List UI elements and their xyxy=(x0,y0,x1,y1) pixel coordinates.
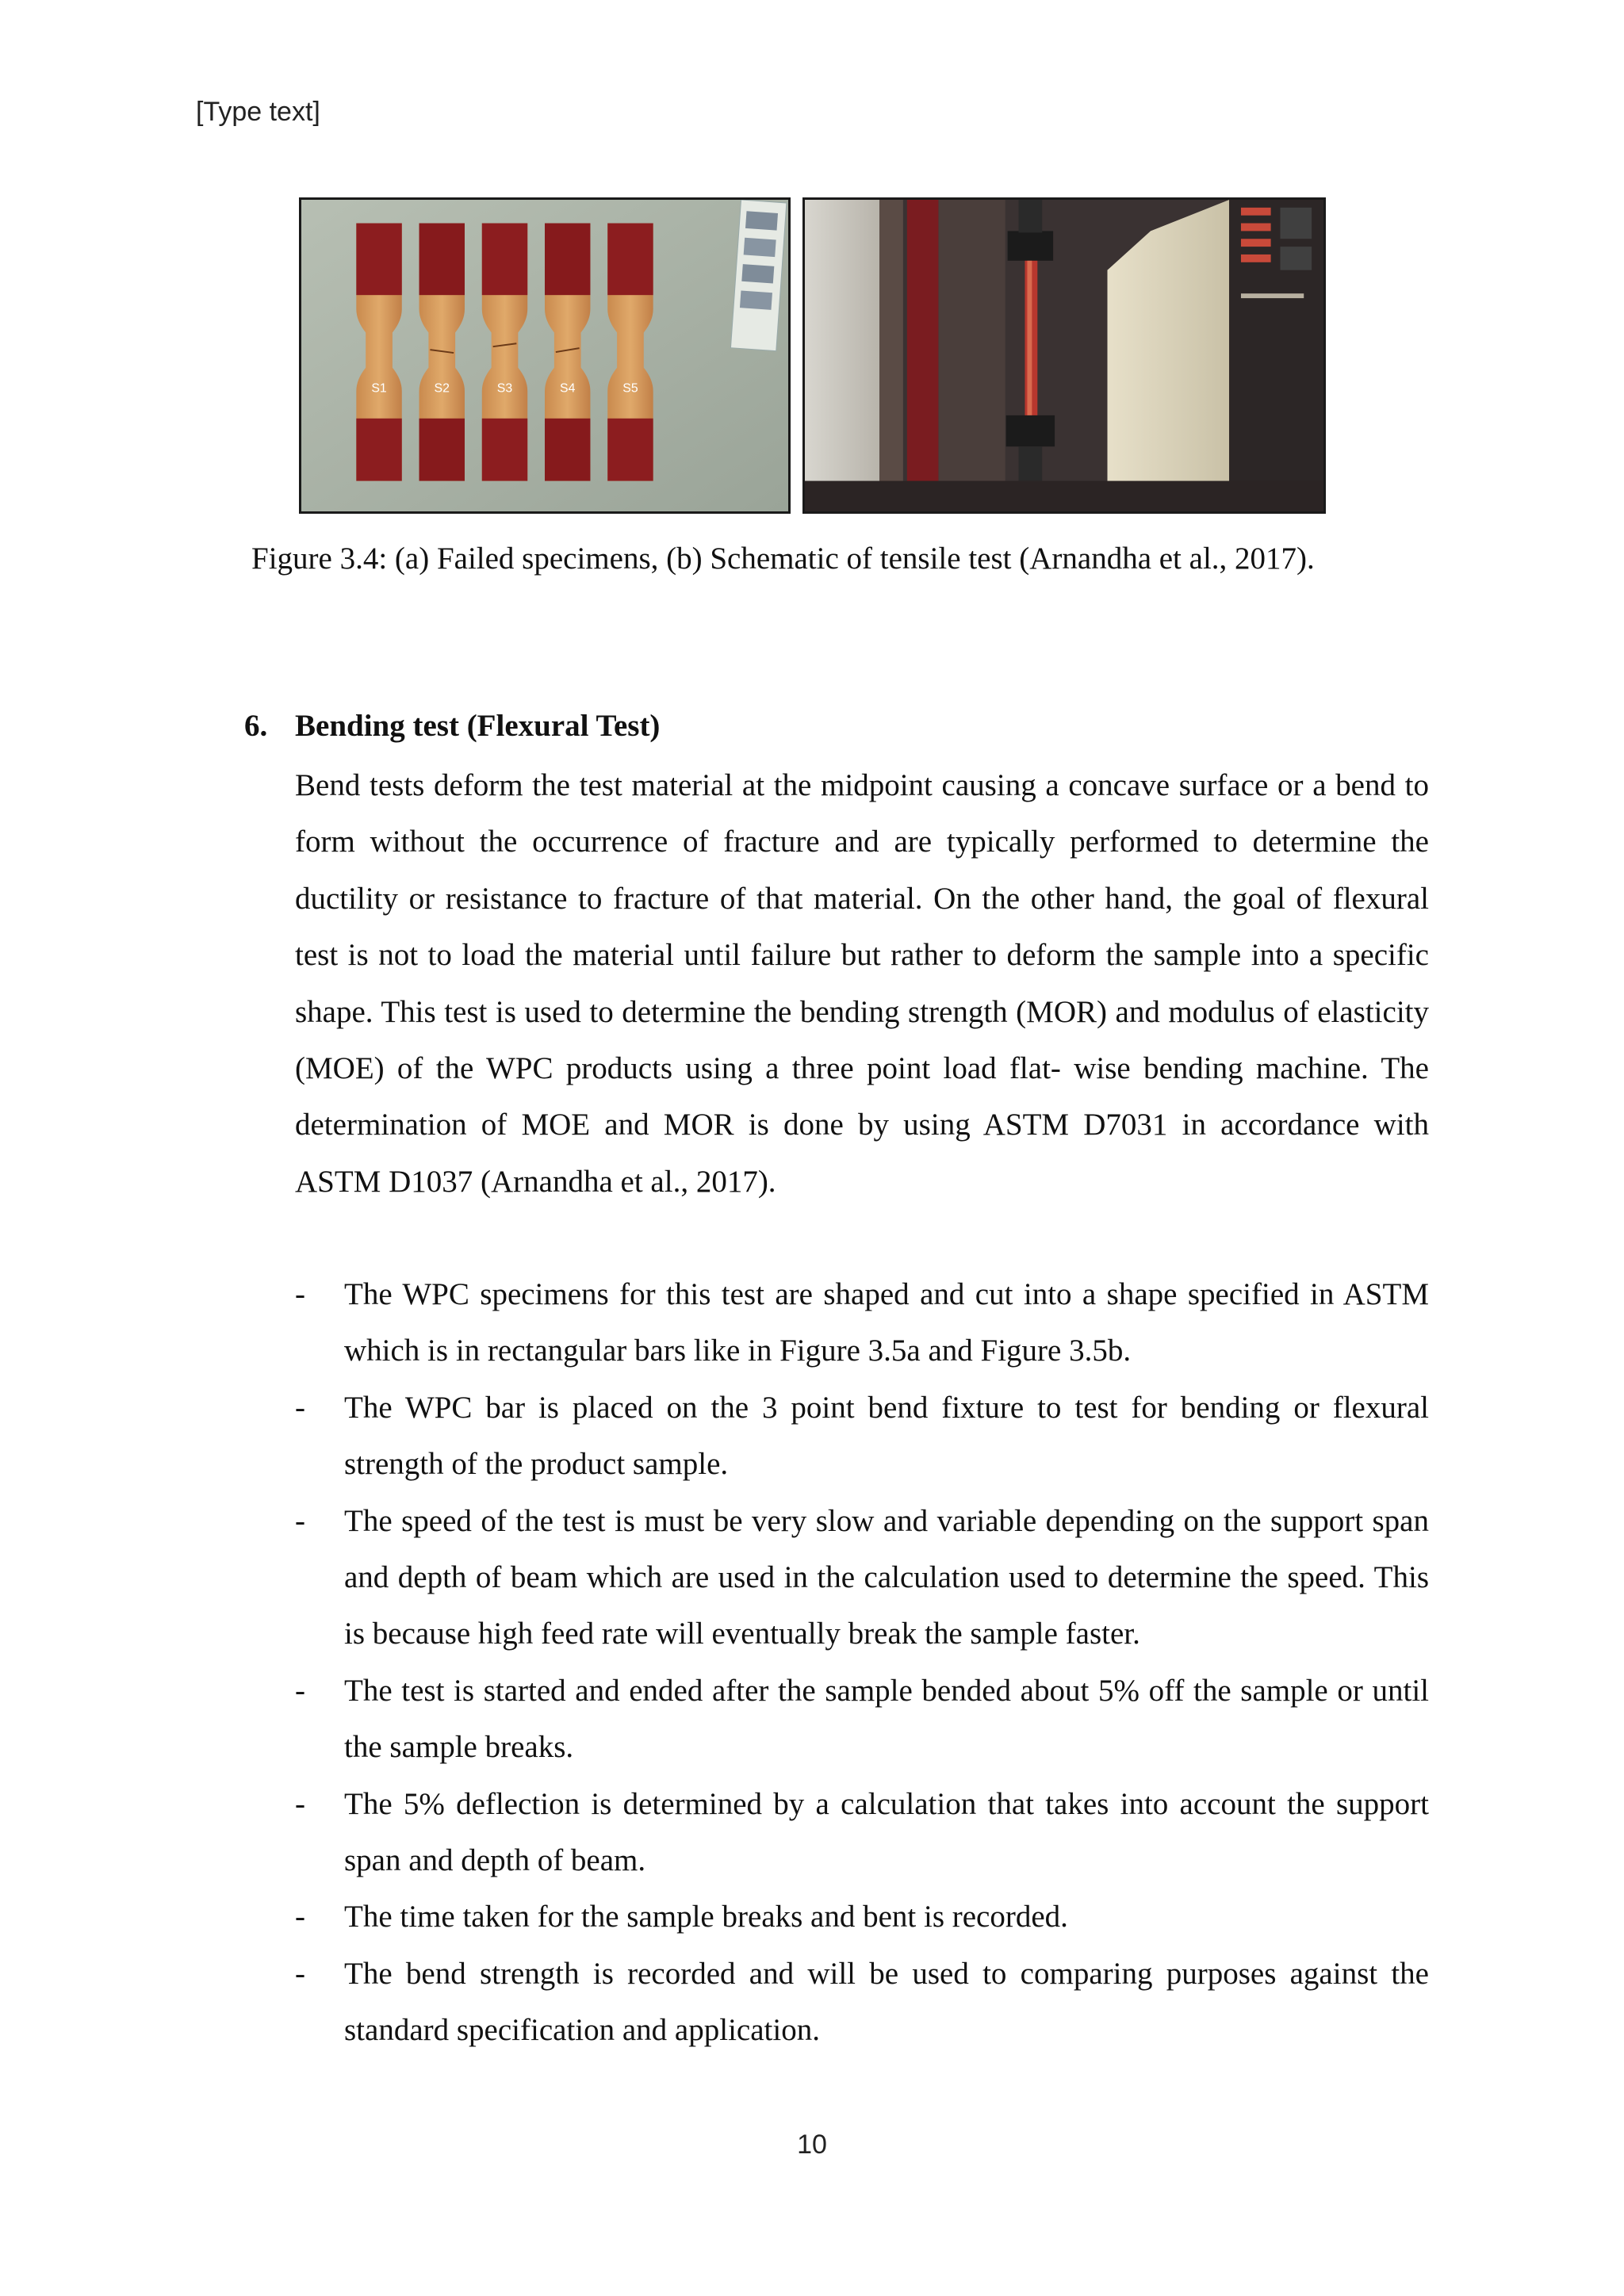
list-item xyxy=(295,1888,1429,1945)
section-paragraph: Bend tests deform the test material at the midpoint causing a concave surface or a bend to form without the occurrence of fracture and are typically performed to determine the ductility or resistance to fracture of that material. On the other hand, the goal of flexural test is not to load the material until failure but rather to deform the sample into a specific shape. This test is used to determine the bending strength (MOR) and modulus of elasticity (MOE) of the WPC products using a three point load flat- wise bending machine. The determination of MOE and MOR is done by using ASTM D7031 in accordance with ASTM D1037 (Arnandha et al., 2017). xyxy=(295,768,1429,1199)
figure-caption: Figure 3.4: (a) Failed specimens, (b) Schematic of tensile test (Arnandha et al., 2017). xyxy=(251,541,1315,576)
list-item-text: The speed of the test is must be very slow and variable depending on the support span and depth of beam which are used in the calculation used to determine the speed. This is because high feed rate will eventually break the sample faster. xyxy=(344,1503,1429,1651)
list-item xyxy=(295,1380,1429,1493)
page-number: 10 xyxy=(797,2130,827,2160)
list-item xyxy=(295,1776,1429,1889)
tensile-test-photo xyxy=(802,197,1326,514)
section-heading xyxy=(244,708,660,744)
list-item xyxy=(295,1493,1429,1663)
list-item-text: The 5% deflection is determined by a calculation that takes into account the support span and depth of beam. xyxy=(344,1786,1429,1878)
specimen-label-3: S3 xyxy=(496,381,513,396)
list-item xyxy=(295,1266,1429,1380)
bullet-dash: - xyxy=(295,1786,305,1821)
bullet-dash: - xyxy=(295,1956,305,1991)
specimen-label-2: S2 xyxy=(434,381,450,396)
bullet-dash: - xyxy=(295,1390,305,1425)
specimen-label-5: S5 xyxy=(622,381,638,396)
list-item-text: The test is started and ended after the sample bended about 5% off the sample or until the sample breaks. xyxy=(344,1673,1429,1765)
specimen-label-4: S4 xyxy=(560,381,576,396)
failed-specimens-photo xyxy=(299,197,791,514)
list-item-text: The WPC specimens for this test are shaped and cut into a shape specified in ASTM which is in rectangular bars like in Figure 3.5a and Figure 3.5b. xyxy=(344,1277,1429,1368)
bullet-dash: - xyxy=(295,1277,305,1311)
list-item-text: The time taken for the sample breaks and bent is recorded. xyxy=(344,1900,1068,1934)
procedure-list xyxy=(295,1266,1429,2059)
bullet-dash: - xyxy=(295,1503,305,1538)
bullet-dash: - xyxy=(295,1900,305,1934)
list-item xyxy=(295,1663,1429,1776)
page-header: [Type text] xyxy=(196,97,320,127)
list-item-text: The bend strength is recorded and will be used to comparing purposes against the standard specification and application. xyxy=(344,1956,1429,2048)
list-item-text: The WPC bar is placed on the 3 point bend fixture to test for bending or flexural strength of the product sample. xyxy=(344,1390,1429,1482)
section-title: Bending test (Flexural Test) xyxy=(295,709,661,743)
list-item xyxy=(295,1946,1429,2059)
specimen-label-1: S1 xyxy=(371,381,387,396)
bullet-dash: - xyxy=(295,1673,305,1708)
section-number: 6. xyxy=(244,709,268,743)
